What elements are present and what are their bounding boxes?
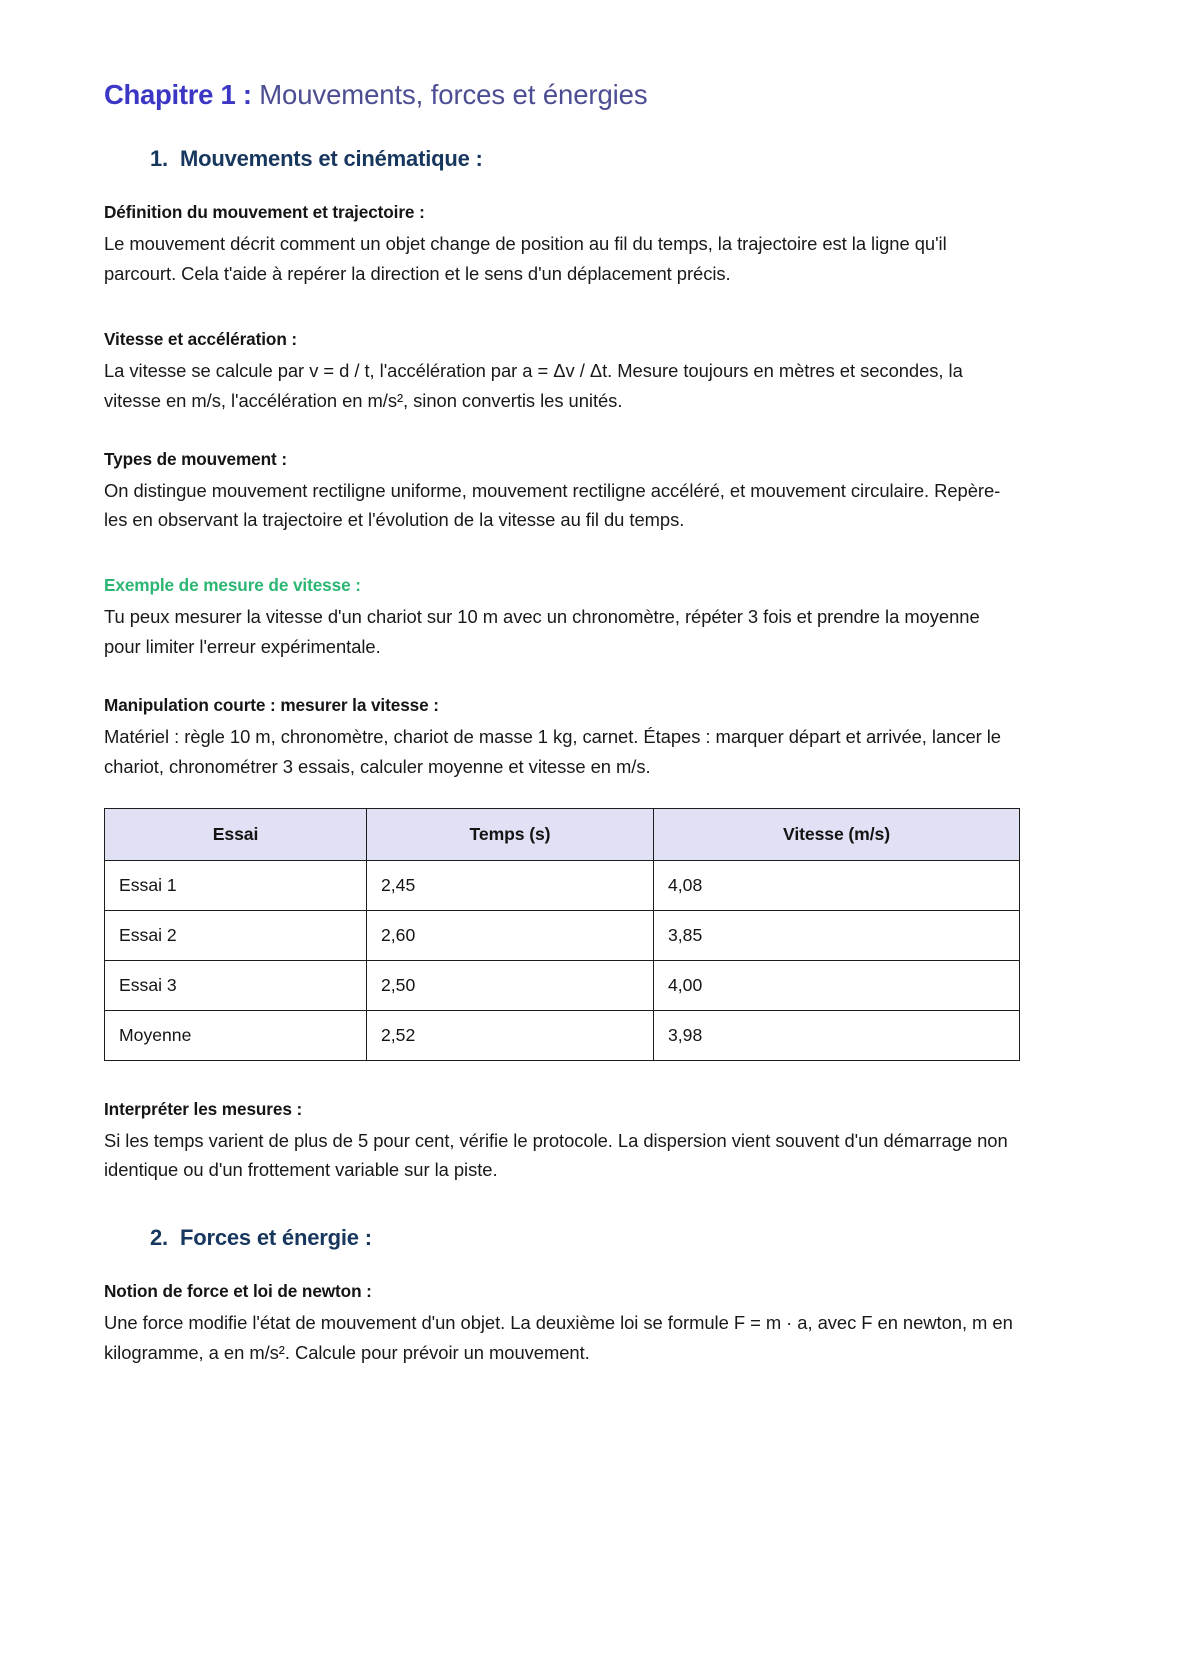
table-cell-temps: 2,52 <box>367 1010 654 1060</box>
block-title: Manipulation courte : mesurer la vitesse : <box>104 694 439 715</box>
block-body: Le mouvement décrit comment un objet change de position au fil du temps, la trajectoire est la ligne qu'il parcourt. Cela t'aide à repérer la direction et le sens d'un déplacement précis. <box>104 233 947 285</box>
block-body: La vitesse se calcule par v = d / t, l'accélération par a = Δv / Δt. Mesure toujours en mètres et secondes, la vitesse en m/s, l'accélération en m/s², sinon convertis les unités. <box>104 360 963 411</box>
section-title: Forces et énergie : <box>180 1225 372 1251</box>
block-body: Une force modifie l'état de mouvement d'un objet. La deuxième loi se formule F = m · a, avec F en newton, m en kilogramme, a en m/s². Calcule pour prévoir un mouvement. <box>104 1312 1013 1363</box>
block-title: Interpréter les mesures : <box>104 1098 303 1119</box>
block-types-mouvement <box>104 449 1096 536</box>
table-cell-temps: 2,60 <box>367 910 654 960</box>
table-cell-vitesse: 4,08 <box>654 860 1020 910</box>
block-manipulation-courte <box>104 695 1096 782</box>
block-title: Types de mouvement : <box>104 448 287 469</box>
table-header-cell: Temps (s) <box>367 808 654 860</box>
block-body: Matériel : règle 10 m, chronomètre, chariot de masse 1 kg, carnet. Étapes : marquer départ et arrivée, lancer le chariot, chronométrer 3 essais, calculer moyenne et vitesse en m/s. <box>104 725 1001 777</box>
table-cell-essai: Essai 1 <box>105 860 367 910</box>
table-row <box>105 1010 1020 1060</box>
block-notion-force <box>104 1281 1096 1368</box>
section-number: 1. <box>150 146 168 172</box>
table-cell-essai: Essai 3 <box>105 960 367 1010</box>
block-definition <box>104 202 1096 289</box>
block-title: Définition du mouvement et trajectoire : <box>104 202 425 223</box>
block-exemple-mesure <box>104 575 1096 662</box>
block-body: Si les temps varient de plus de 5 pour cent, vérifie le protocole. La dispersion vient souvent d'un démarrage non identique ou d'un frottement variable sur la piste. <box>104 1129 1008 1181</box>
block-title: Vitesse et accélération : <box>104 329 298 349</box>
table-cell-essai: Moyenne <box>105 1010 367 1060</box>
block-title-highlight: Exemple de mesure de vitesse : <box>104 575 361 596</box>
table-cell-essai: Essai 2 <box>105 910 367 960</box>
table-cell-vitesse: 4,00 <box>654 960 1020 1010</box>
section-heading-2 <box>104 1225 1096 1251</box>
block-body: On distingue mouvement rectiligne uniforme, mouvement rectiligne accéléré, et mouvement circulaire. Repère-les en observant la trajectoire et l'évolution de la vitesse au fil du temps. <box>104 479 1001 531</box>
chapter-label: Chapitre 1 : <box>104 79 252 110</box>
section-title: Mouvements et cinématique : <box>180 146 483 172</box>
page-title <box>104 78 1096 112</box>
table-header-row <box>105 808 1020 860</box>
section-heading-1 <box>104 146 1096 172</box>
block-vitesse-acceleration <box>104 329 1096 416</box>
table-cell-temps: 2,50 <box>367 960 654 1010</box>
table-row <box>105 860 1020 910</box>
page-title-text: Mouvements, forces et énergies <box>251 79 648 110</box>
measurements-table <box>104 808 1020 1061</box>
table-header-cell: Essai <box>105 808 367 860</box>
block-interpreter-mesures <box>104 1099 1096 1186</box>
table-header-cell: Vitesse (m/s) <box>654 808 1020 860</box>
table-cell-temps: 2,45 <box>367 860 654 910</box>
block-body: Tu peux mesurer la vitesse d'un chariot sur 10 m avec un chronomètre, répéter 3 fois et prendre la moyenne pour limiter l'erreur expérimentale. <box>104 606 980 658</box>
table-row <box>105 910 1020 960</box>
block-title: Notion de force et loi de newton : <box>104 1281 372 1302</box>
table-cell-vitesse: 3,85 <box>654 910 1020 960</box>
table-cell-vitesse: 3,98 <box>654 1010 1020 1060</box>
table-row <box>105 960 1020 1010</box>
section-number: 2. <box>150 1225 168 1251</box>
